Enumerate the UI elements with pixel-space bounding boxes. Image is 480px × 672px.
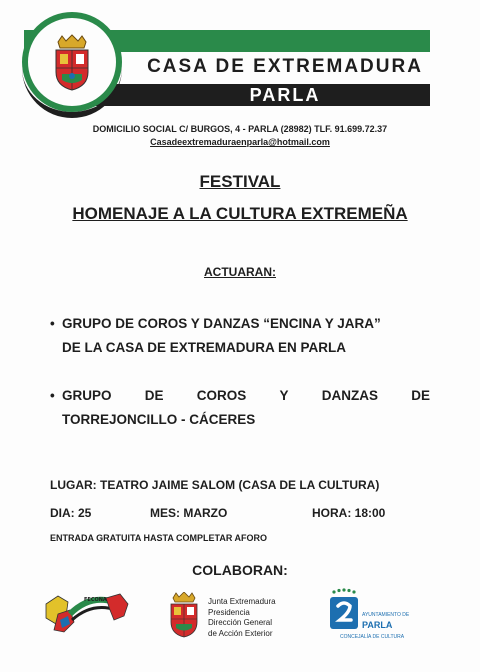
- fecona-logo-text: FECONA: [84, 597, 107, 603]
- junta-line: Presidencia: [208, 607, 250, 617]
- junta-coat-of-arms-icon: [168, 592, 200, 638]
- venue-text: LUGAR: TEATRO JAIME SALOM (CASA DE LA CULTURA): [50, 478, 380, 492]
- time-text: HORA: 18:00: [312, 506, 386, 520]
- day-text: DIA: 25: [50, 506, 92, 520]
- junta-line: Junta Extremadura: [208, 597, 276, 606]
- junta-credit: [208, 597, 276, 639]
- performer-2-word: GRUPO: [62, 388, 112, 403]
- performer-2-word: DE: [144, 388, 164, 403]
- ayuntamiento-subtitle: CONCEJALÍA DE CULTURA: [340, 634, 405, 640]
- performer-item-1: [50, 312, 430, 360]
- performer-1-line-2: DE LA CASA DE EXTREMADURA EN PARLA: [62, 340, 347, 355]
- performer-item-2: [50, 384, 430, 432]
- performer-2-line-2: TORREJONCILLO - CÁCERES: [62, 412, 256, 427]
- entry-note: ENTRADA GRATUITA HASTA COMPLETAR AFORO: [50, 533, 267, 543]
- performers-heading: ACTUARAN:: [204, 265, 276, 279]
- performer-2-word: DE: [411, 388, 430, 403]
- extremadura-coat-of-arms-icon: [52, 34, 92, 92]
- headline-festival: FESTIVAL: [199, 172, 281, 191]
- junta-line: Dirección General: [208, 618, 273, 627]
- address-line: DOMICILIO SOCIAL C/ BURGOS, 4 - PARLA (28982) TLF. 91.699.72.37: [92, 124, 388, 134]
- junta-line: de Acción Exterior: [208, 628, 273, 638]
- headline-homenaje: HOMENAJE A LA CULTURA EXTREMEÑA: [72, 204, 408, 223]
- bullet-icon: •: [50, 316, 55, 331]
- month-text: MES: MARZO: [150, 506, 228, 520]
- header-subtitle: PARLA: [249, 85, 321, 105]
- ayuntamiento-prefix: AYUNTAMIENTO DE: [362, 612, 410, 618]
- ayuntamiento-parla-logo-icon: [326, 588, 362, 632]
- bullet-icon: •: [50, 388, 55, 403]
- header-title: CASA DE EXTREMADURA: [147, 56, 423, 77]
- sponsors-heading: COLABORAN:: [192, 562, 288, 578]
- ayuntamiento-name: PARLA: [362, 620, 393, 630]
- performer-2-word: DANZAS: [321, 388, 378, 403]
- performer-2-word: COROS: [196, 388, 247, 403]
- performer-2-word: Y: [279, 388, 289, 403]
- email-link[interactable]: Casadeextremaduraenparla@hotmail.com: [150, 137, 330, 147]
- fecona-logo-icon: [40, 590, 132, 640]
- performer-1-line-1: GRUPO DE COROS Y DANZAS “ENCINA Y JARA”: [62, 316, 381, 331]
